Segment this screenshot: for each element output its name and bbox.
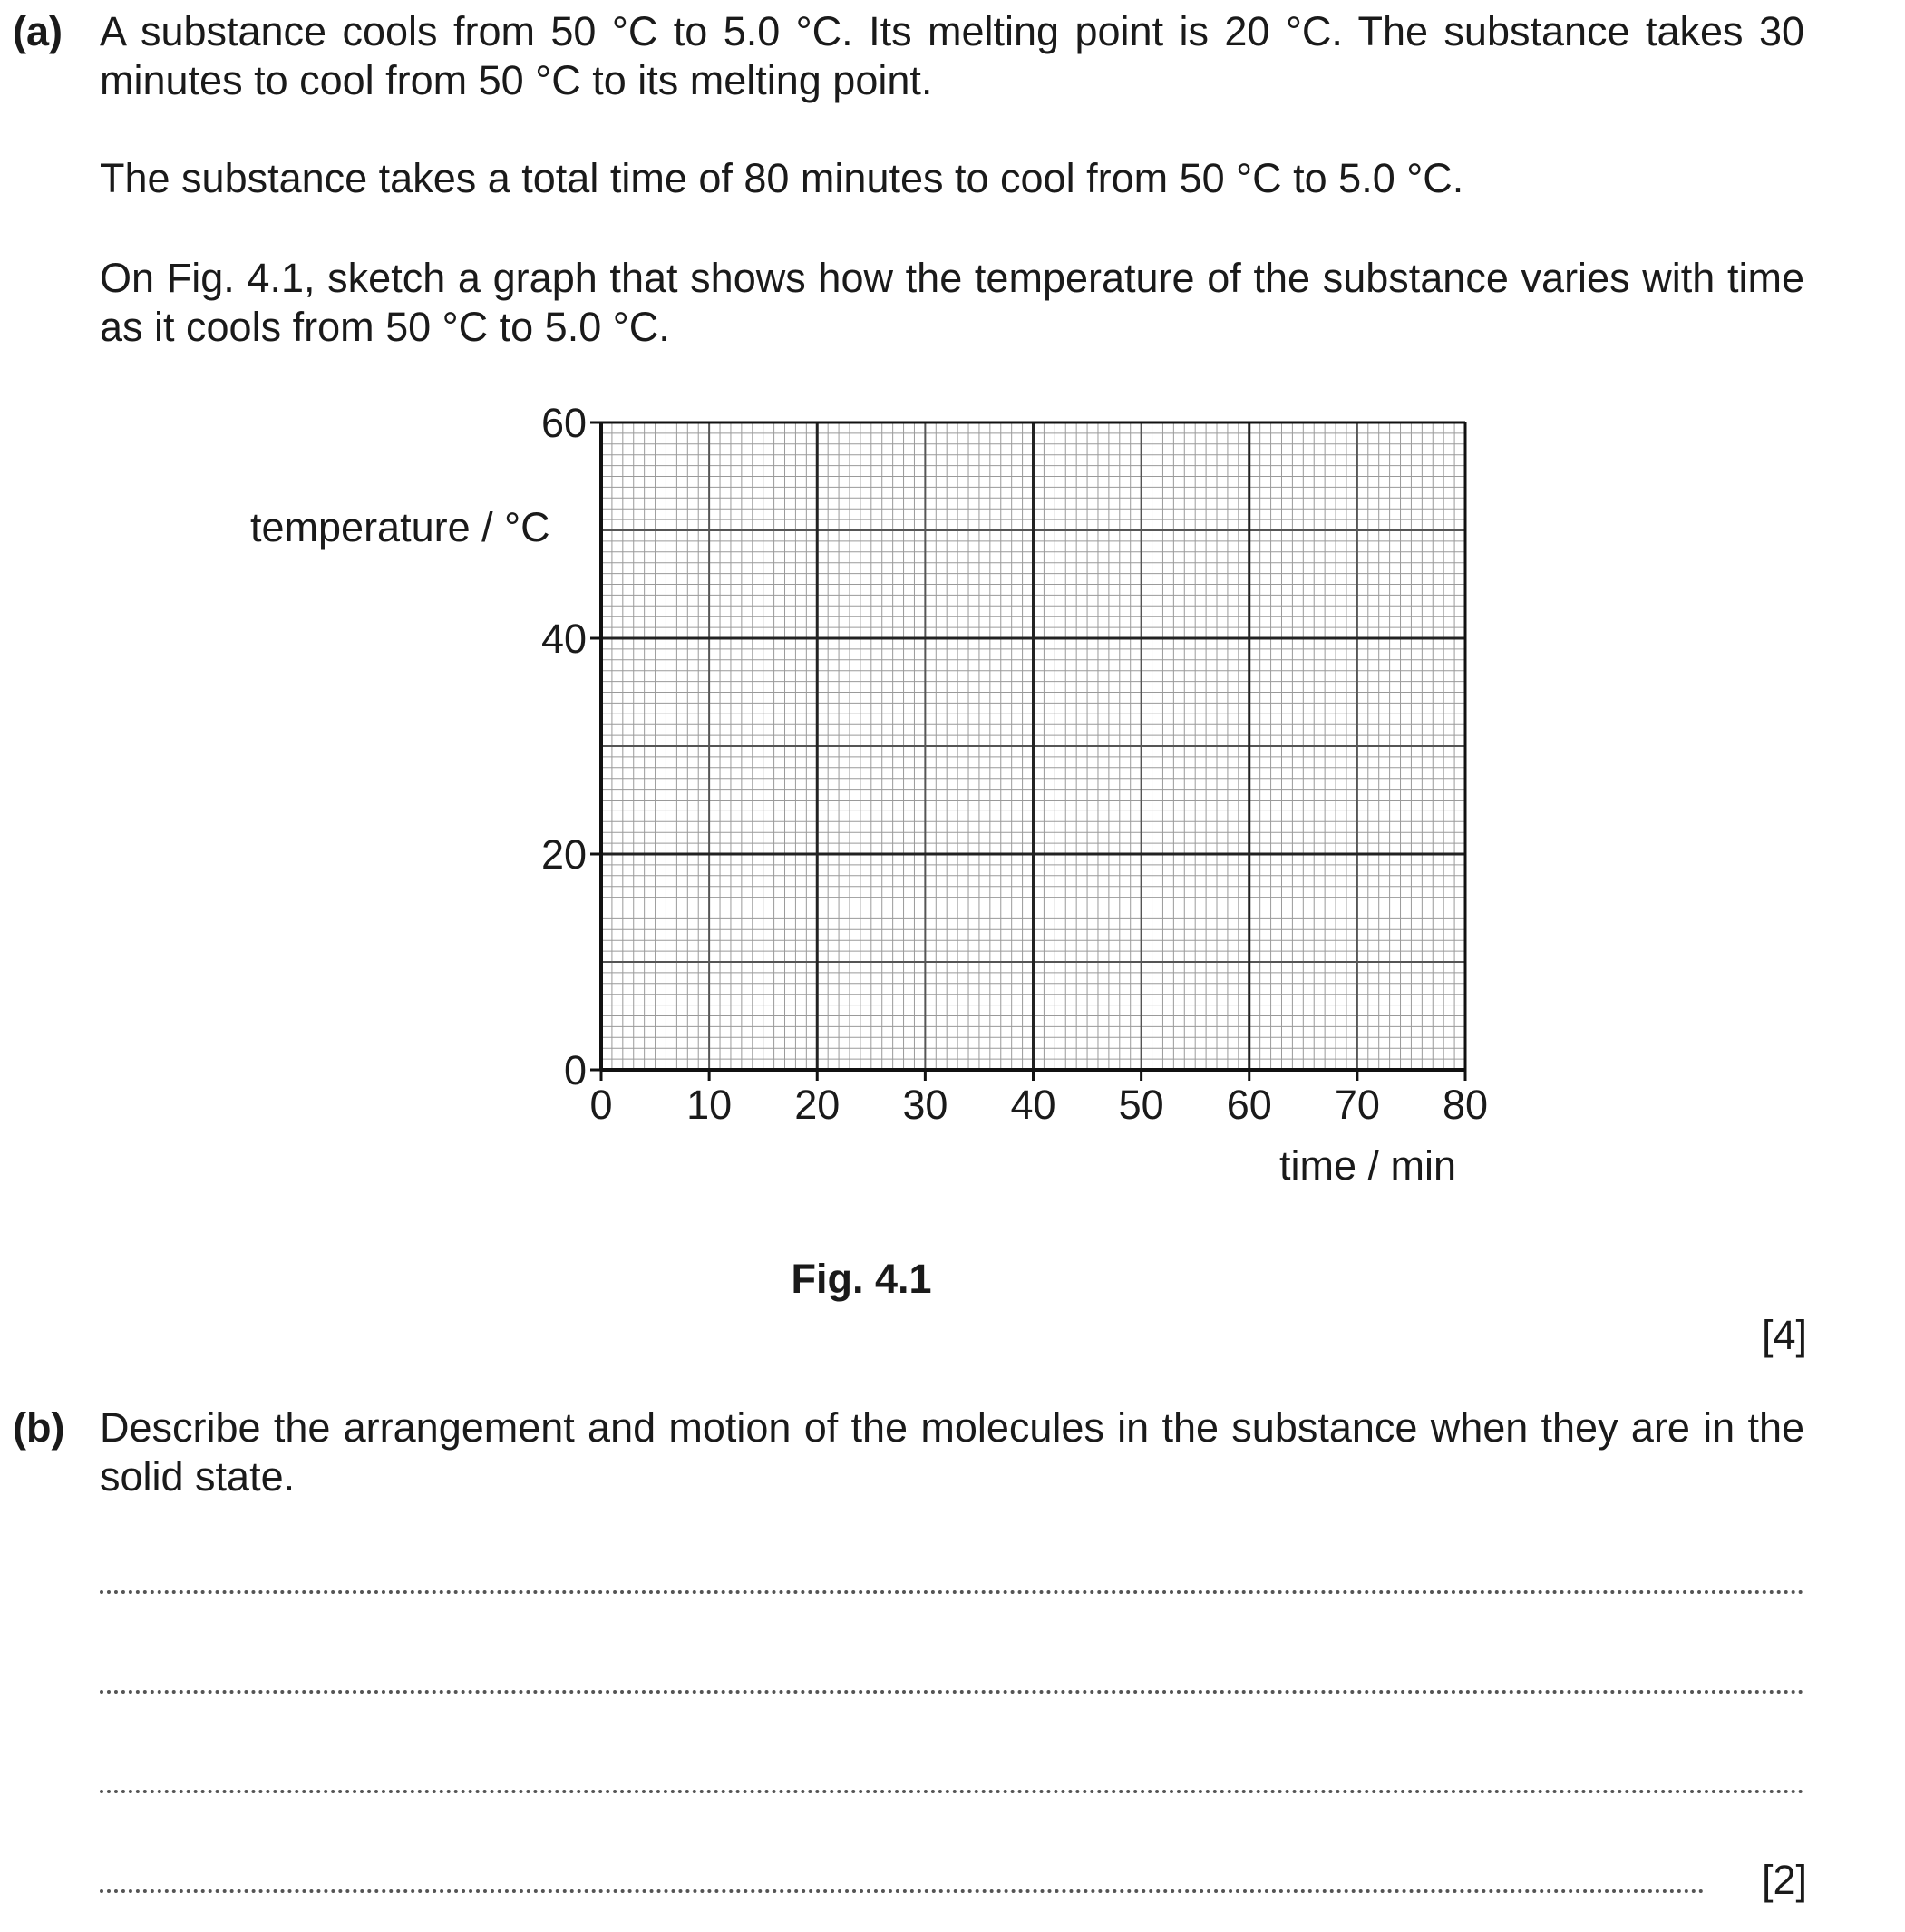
x-axis-label: time / min — [1278, 1142, 1456, 1189]
part-b-marks: [2] — [1761, 1857, 1807, 1903]
tick-marks — [590, 422, 1465, 1081]
x-tick-label: 0 — [589, 1082, 613, 1128]
x-tick-label: 60 — [1226, 1082, 1272, 1128]
y-tick-label: 20 — [540, 831, 587, 878]
x-tick-label: 70 — [1334, 1082, 1380, 1128]
answer-line-3[interactable] — [100, 1790, 1804, 1793]
part-a-paragraph-1: A substance cools from 50 °C to 5.0 °C. Its melting point is 20 °C. The substance takes 30 minutes to cool from 50 °C to its melting point. — [100, 8, 1804, 103]
part-a-paragraph-3: On Fig. 4.1, sketch a graph that shows how the temperature of the substance varies with time as it cools from 50 °C to 5.0 °C. — [100, 255, 1804, 350]
x-tick-label: 50 — [1118, 1082, 1164, 1128]
part-a-marks: [4] — [1761, 1312, 1807, 1358]
part-a-label: (a) — [13, 8, 63, 54]
y-axis-label: temperature / °C — [250, 504, 550, 550]
y-tick-label: 60 — [540, 400, 587, 446]
x-tick-label: 10 — [686, 1082, 733, 1128]
answer-line-2[interactable] — [100, 1690, 1804, 1694]
answer-line-4[interactable] — [100, 1889, 1705, 1893]
y-tick-label: 0 — [563, 1047, 587, 1093]
answer-line-1[interactable] — [100, 1590, 1804, 1594]
part-b-label: (b) — [13, 1404, 65, 1451]
part-a-paragraph-2: The substance takes a total time of 80 minutes to cool from 50 °C to 5.0 °C. — [100, 155, 1464, 201]
x-tick-label: 80 — [1442, 1082, 1489, 1128]
x-tick-label: 40 — [1010, 1082, 1056, 1128]
figure-caption: Fig. 4.1 — [791, 1256, 932, 1302]
x-tick-label: 20 — [794, 1082, 841, 1128]
y-tick-label: 40 — [540, 616, 587, 662]
part-b-question: Describe the arrangement and motion of the molecules in the substance when they are in the solid state. — [100, 1404, 1804, 1500]
x-tick-label: 30 — [902, 1082, 948, 1128]
